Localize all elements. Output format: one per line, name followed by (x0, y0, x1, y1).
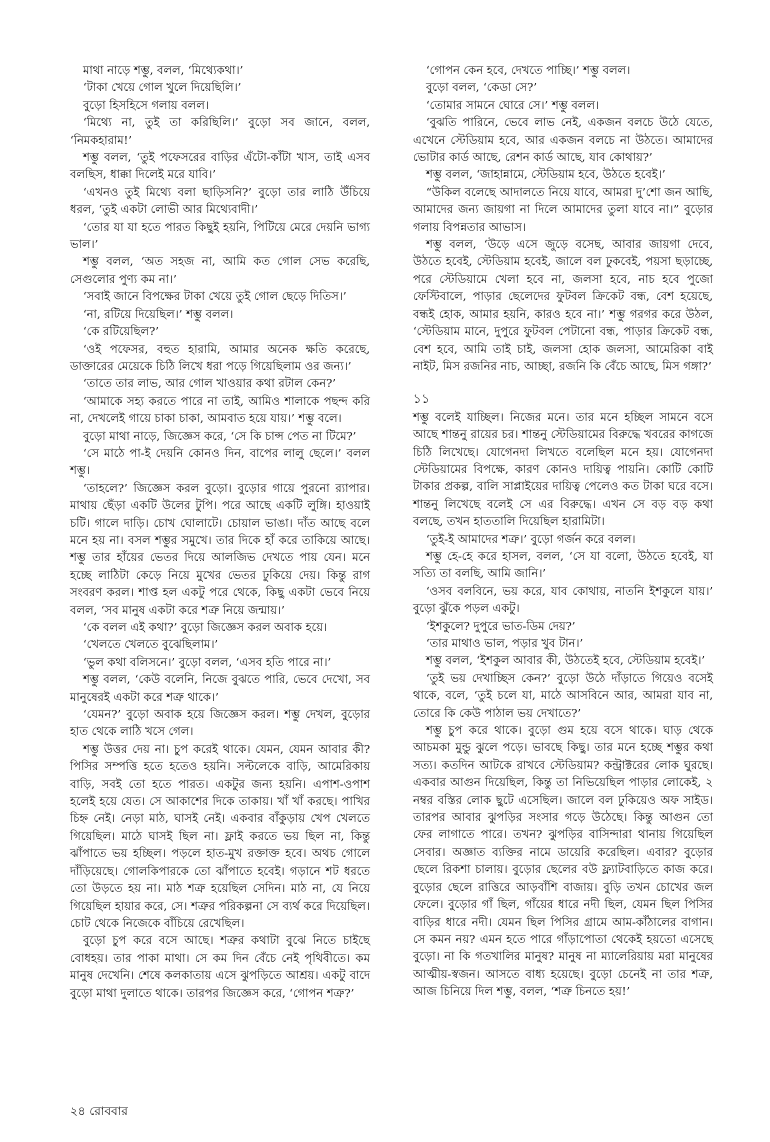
paragraph: শম্ভু বলল, ‘ইশকুল আবার কী, উঠতেই হবে, স্টেডিয়াম হবেই।’ (426, 653, 706, 668)
paragraph: বুড়ো মাথা নাড়ে, জিজ্ঞেস করে, ‘সে কি চান্স পেত না টিমে?’ (83, 428, 357, 443)
paragraph: ‘না, রটিয়ে দিয়েছিল।’ শম্ভু বলল। (83, 306, 234, 321)
paragraph: ‘কে বলল এই কথা?’ বুড়ো জিজ্ঞেস করল অবাক হয়ে। (83, 620, 328, 634)
paragraph: ‘ওসব বলবিনে, ভয় করে, যাব কোথায়, নাতনি ইশকুলে যায়।’ বুড়ো ঝুঁকে পড়ল একটু। (413, 583, 713, 616)
paragraph: ‘তুই-ই আমাদের শত্রু।’ বুড়ো গর্জন করে বলল। (426, 531, 636, 546)
paragraph: শম্ভু চুপ করে থাকে। বুড়ো গুম হয়ে বসে থাকে। ঘাড় থেকে আচমকা মুন্ডু ঝুলে পড়ে। ভাবছে কিছু। তার মনে হচ্ছে শম্ভুর কথা সত্য। কতদিন আটকে রাখবে স্টেডিয়াম? কন্ট্রাক্টরের লোক ঘুরছে। একবার আগুন দিয়েছিল, কিন্তু তা নিভিয়েছিল পাড়ার লোকেই, ২ নম্বর বস্তির লোক ছুটে এসেছিল। জালে বল ঢুকিয়েও অফ সাইড। তারপর আবার ঝুপড়ির সংসার গড়ে উঠেছে। কিন্তু আগুন তো ফের লাগাতে পারে। তখন? ঝুপড়ির বাসিন্দারা থানায় গিয়েছিল সেবার। অজ্ঞাত ব্যক্তির নামে ডায়েরি করেছিল। এবার? বুড়োর ছেলে রিকশা চালায়। বুড়োর ছেলের বউ ফ্ল্যাটবাড়িতে কাজ করে। বুড়োর ছেলে রাত্তিরে আড়বাঁশি বাজায়। বুড়ি তখন চোখের জল ফেলে। বুড়োর গাঁ ছিল, গাঁয়ের ধারে নদী ছিল, যেমন ছিল পিসির বাড়ির ধারে নদী। যেমন ছিল পিসির গ্রামে আম-কাঁঠালের বাগান। সে কমন নয়? এমন হতে পারে গাঁড়াপোতা থেকেই হয়তো এসেছে বুড়ো। না কি গতখালির মানুষ? মানুষ না ম্যালেরিয়ায় মরা মানুষের আত্মীয়-স্বজন। আসতে বাধ্য হয়েছে। বুড়ো চেনেই না তার শত্রু, আজ চিনিয়ে দিল শম্ভু, বলল, ‘শত্রু চিনতে হয়!’ (413, 723, 713, 999)
paragraph: ‘আমাকে সহ্য করতে পারে না তাই, আমিও শালাকে পছন্দ করি না, দেখলেই গায়ে চাকা চাকা, আমবাত হয়ে যায়।’ শম্ভু বলে। (70, 393, 370, 426)
paragraph: ‘তুই ভয় দেখাচ্ছিস কেন?’ বুড়ো উঠে দাঁড়াতে গিয়েও বসেই থাকে, বলে, ‘তুই চলে যা, মাঠে আসবিনে আর, আমরা যাব না, তোরে কি কেউ পাঠাল ভয় দেখাতে?’ (413, 670, 713, 720)
paragraph: ‘এখনও তুই মিথ্যে বলা ছাড়িসনি?’ বুড়ো তার লাঠি উঁচিয়ে ধরল, ‘তুই একটা লোভী আর মিথ্যেবাদী।’ (70, 184, 370, 217)
section-number: ১১ (413, 392, 430, 408)
paragraph: শম্ভু বলেই যাচ্ছিল। নিজের মনে। তার মনে হচ্ছিল সামনে বসে আছে শান্তনু রায়ের চর। শান্তনু স্টেডিয়ামের বিরুদ্ধে খবরের কাগজে চিঠি লিখেছে। যোগেনদা লিখতে বলেছিল মনে হয়। যোগেনদা স্টেডিয়ামের বিপক্ষে, কারণ কোনও দায়িত্ব পায়নি। কোটি কোটি টাকার প্রকল্প, বালি সাপ্লাইয়ের দায়িত্ব পেলেও কত টাকা ঘরে বসে। শান্তনু লিখেছে বলেই সে এর বিরুদ্ধে। এখন সে বড় বড় কথা বলছে, তখন হাততালি দিয়েছিল হারামিটা। (413, 409, 713, 529)
paragraph: ‘খেলতে খেলতে বুঝেছিলাম।’ (83, 637, 219, 652)
paragraph: ‘যেমন?’ বুড়ো অবাক হয়ে জিজ্ঞেস করল। শম্ভু দেখল, বুড়োর হাত থেকে লাঠি খসে গেল। (70, 707, 370, 739)
paragraph: ‘তাহলে?’ জিজ্ঞেস করল বুড়ো। বুড়োর গায়ে পুরনো র‍্যাপার। মাথায় ছেঁড়া একটি উলের টুপি। পরে আছে একটি লুঙ্গি। হাওয়াই চটি। গালে দাড়ি। চোখ ঘোলাটে। চোয়াল ভাঙা। দাঁত আছে বলে মনে হয় না। বসল শম্ভুর সমুখে। তার দিকে হাঁ করে তাকিয়ে আছে। শম্ভু তার হাঁয়ের ভেতর দিয়ে আলজিভ দেখতে পায় যেন। মনে হচ্ছে লাঠিটা কেড়ে নিয়ে মুখের ভেতর ঢুকিয়ে দেয়। কিন্তু রাগ সংবরণ করল। শাপ্ত হল একটু পরে থেকে, কিছু একটা ভেবে নিয়ে বলল, ‘সব মানুষ একটা করে শত্রু নিয়ে জন্মায়।’ (70, 480, 370, 617)
paragraph: মাথা নাড়ে শম্ভু, বলল, ‘মিথ্যেকথা।’ (83, 63, 244, 77)
paragraph: ‘টাকা খেয়ে গোল খুলে দিয়েছিলি।’ (83, 80, 242, 95)
paragraph: ‘মিথ্যে না, তুই তা করিছিলি।’ বুড়ো সব জানে, বলল, ‘নিমকহারাম!’ (70, 115, 370, 147)
paragraph: শম্ভু উত্তর দেয় না। চুপ করেই থাকে। যেমন, যেমন আবার কী? পিসির সম্পত্তি হতে হতেও হয়নি। সল্টলেকে বাড়ি, আমেরিকায় বাড়ি, সবই তো হতে পারত। একটুর জন্য হয়নি। এপাশ-ওপাশ হলেই হয়ে যেত। সে আকাশের দিকে তাকায়। খাঁ খাঁ করছে। পাখির চিহ্ন নেই। নেড়া মাঠ, ঘাসই নেই। একবার বাঁকুড়ায় খেপ খেলতে গিয়েছিল। মাঠে ঘাসই ছিল না। ফ্লাই করতে ভয় ছিল না, কিন্তু ঝাঁপাতে ভয় হচ্ছিল। পড়লে হাত-মুখ রক্তাক্ত হবে। অথচ গোলে দাঁড়িয়েছে। গোলকিপারকে তো ঝাঁপাতে হবেই। গড়ানে শট ধরতে তো উড়তে হয় না। মাঠ শত্রু হয়েছিল সেদিন। মাঠ না, যে নিয়ে গিয়েছিল হায়ার করে, সে। শত্রুর পরিকল্পনা সে ব্যর্থ করে দিয়েছিল। চোট থেকে নিজেকে বাঁচিয়ে রেখেছিল। (70, 741, 370, 930)
page-footer: ২৪ রোববার (70, 1104, 128, 1118)
paragraph: “উকিল বলেছে আদালতে নিয়ে যাবে, আমরা দু’শো জন আছি, আমাদের জন্য জায়গা না দিলে আমাদের তুলা যাবে না।” বুড়োর গলায় বিপন্নতার আভাস। (413, 184, 713, 234)
paragraph: শম্ভু হে-হে করে হাসল, বলল, ‘সে যা বলো, উঠতে হবেই, যা সত্যি তা বলছি, আমি জানি।’ (413, 548, 713, 581)
paragraph: বুড়ো বলল, ‘কেডা সে?’ (426, 80, 537, 95)
paragraph: শম্ভু বলল, ‘জাহান্নামে, স্টেডিয়াম হবে, উঠতে হবেই।’ (426, 167, 666, 182)
paragraph: ‘গোপন কেন হবে, দেখতে পাচ্ছি।’ শম্ভু বলল। (426, 63, 631, 77)
paragraph: ‘সে মাঠে পা-ই দেয়নি কোনও দিন, বাপের লালু ছেলে।’ বলল শম্ভু। (70, 445, 370, 478)
paragraph: ‘কে রটিয়েছিল?’ (83, 324, 159, 339)
right-column-part-a (413, 62, 713, 375)
paragraph: শম্ভু বলল, ‘উড়ে এসে জুড়ে বসেছ, আবার জায়গা দেবে, উঠতে হবেই, স্টেডিয়াম হবেই, জালে বল ঢুকবেই, পয়সা ছড়াচ্ছে, পরে স্টেডিয়ামে খেলা হবে না, জলসা হবে, নাচ হবে পুজো ফেস্টিবালে, পাড়ার ছেলেদের ফুটবল ক্রিকেট বন্ধ, বেশ হয়েছে, বন্ধই হোক, আমার হয়নি, কারও হবে না।’ শম্ভু গরগর করে উঠল, ‘স্টেডিয়াম মানে, দুপুরে ফুটবল পেটানো বন্ধ, পাড়ার ক্রিকেট বন্ধ, বেশ হবে, আমি তাই চাই, জলসা হোক জলসা, আমেরিকা বাই নাইট, মিস রজনির নাচ, আচ্ছা, রজনি কি বেঁচে আছে, মিস গঙ্গা?’ (413, 237, 713, 373)
paragraph: শম্ভু বলল, ‘কেউ বলেনি, নিজে বুঝতে পারি, ভেবে দেখো, সব মানুষেরই একটা করে শত্রু থাকে।’ (70, 672, 370, 704)
paragraph: ‘তোমার সামনে ঘোরে সে।’ শম্ভু বলল। (426, 97, 600, 112)
right-column (413, 62, 713, 1001)
section-gap (413, 375, 713, 391)
paragraph: বুড়ো চুপ করে বসে আছে। শত্রুর কথাটা বুঝে নিতে চাইছে বোধহয়। তার পাকা মাথা। সে কম দিন বেঁচে নেই পৃথিবীতে। কম মানুষ দেখেনি। শেষে কলকাতায় এসে ঝুপড়িতে আশ্রয়। একটু বাদে বুড়ো মাথা দুলাতে থাকে। তারপর জিজ্ঞেস করে, ‘গোপন শত্রু?’ (70, 933, 370, 1000)
paragraph: ‘তোর যা যা হতে পারত কিছুই হয়নি, পিটিয়ে মেরে দেয়নি ভাগ্য ভাল।’ (70, 219, 370, 252)
paragraph: ‘তার মাথাও ভাল, পড়ার খুব টান।’ (426, 636, 584, 650)
right-column-part-b (413, 409, 713, 1001)
left-column (70, 62, 370, 1002)
paragraph: শম্ভু বলল, ‘তুই পফেসরের বাড়ির এঁটো-কাঁটা খাস, তাই এসব বলছিস, ধাক্কা দিলেই মরে যাবি।’ (70, 150, 370, 182)
paragraph: ‘তাতে তার লাভ, আর গোল খাওয়ার কথা রটাল কেন?’ (83, 376, 336, 391)
paragraph: শম্ভু বলল, ‘অত সহজ না, আমি কত গোল সেভ করেছি, সেগুলোর পুণ্য কম না।’ (70, 254, 370, 286)
paragraph: ‘ভুল কথা বলিসনে।’ বুড়ো বলল, ‘এসব হতি পারে না।’ (83, 654, 332, 669)
paragraph: বুড়ো হিসহিসে গলায় বলল। (83, 97, 209, 112)
paragraph: ‘ইশকুলে? দুপুরে ভাত-ডিম দেয়?’ (426, 618, 576, 633)
paragraph: ‘ওই পফেসর, বহুত হারামি, আমার অনেক ক্ষতি করেছে, ডাক্তারের মেয়েকে চিঠি লিখে ধরা পড়ে গিয়েছিলাম ওর জন্য।’ (70, 341, 370, 373)
paragraph: ‘বুঝতি পারিনে, ভেবে লাভ নেই, একজন বলচে উঠে যেতে, এখেনে স্টেডিয়াম হবে, আর একজন বলচে না উঠতে। আমাদের ভোটার কার্ড আছে, রেশন কার্ড আছে, যাব কোথায়?’ (413, 115, 713, 165)
paragraph: ‘সবাই জানে বিপক্ষের টাকা খেয়ে তুই গোল ছেড়ে দিতিস।’ (83, 289, 347, 304)
